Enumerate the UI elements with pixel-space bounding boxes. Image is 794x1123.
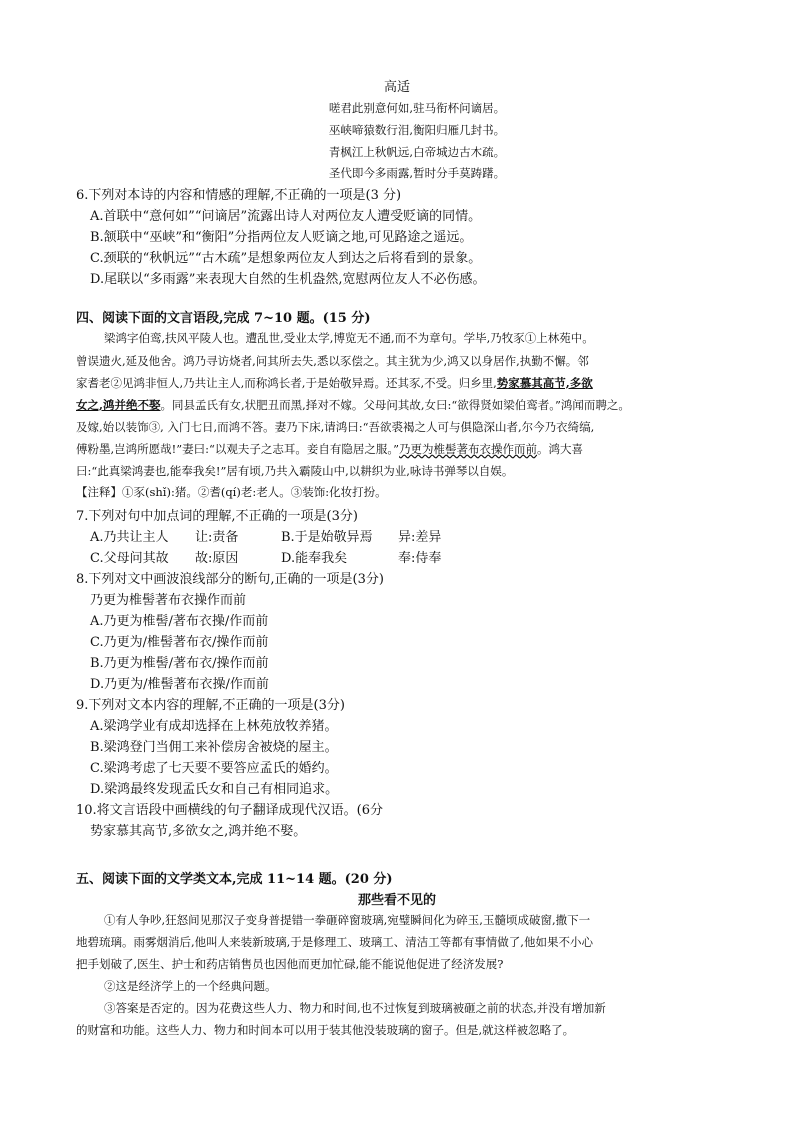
q10-sentence: 势家慕其高节,多欲女之,鸿并绝不娶。 — [90, 824, 307, 839]
q7-option-a — [90, 526, 169, 545]
q7-option-d-gloss: 奉:侍奉 — [398, 551, 442, 566]
q7-option-d: D.能奉我矣 — [281, 551, 348, 566]
poem-line: 圣代即今多雨露,暂时分手莫踌躇。 — [328, 166, 506, 180]
article-line: ②这是经济学上的一个经典问题。 — [104, 979, 277, 993]
poem-line: 青枫江上秋帆远,白帝城边古木疏。 — [328, 145, 506, 159]
q8-option: D.乃更为/椎髻著布衣操/作而前 — [90, 677, 269, 692]
underlined-sentence: 女之,鸿并绝不娶 — [76, 398, 161, 412]
article-line: 的财富和功能。这些人力、物力和时间本可以用于装其他没装玻璃的窗子。但是,就这样被忽略了。 — [76, 1023, 575, 1037]
passage-text: 。同县孟氏有女,状肥丑而黑,择对不嫁。父母问其故,女曰:“欲得贤如梁伯鸾者。”鸿闻而聘之。 — [160, 398, 630, 412]
article-title: 那些看不见的 — [357, 893, 436, 908]
q6-option-c: C.颈联的“秋帆远”“古木疏”是想象两位友人到达之后将看到的景象。 — [90, 251, 482, 266]
passage-text: 傅粉墨,岂鸿所愿哉!”妻曰:“以观夫子之志耳。妾自有隐居之服。” — [76, 442, 400, 456]
poem-line: 嗟君此别意何如,驻马衔杯问谪居。 — [328, 101, 506, 115]
q7-option-b: B.于是始敬异焉 — [281, 530, 373, 545]
q7-option-c-gloss: 故:原因 — [195, 551, 239, 566]
q8-option: C.乃更为/椎髻著布衣/操作而前 — [90, 635, 269, 650]
passage-text: 。鸿大喜 — [537, 442, 584, 456]
q7-option-c: C.父母问其故 — [90, 551, 169, 566]
passage-line — [76, 397, 630, 413]
passage-line: 曾误遗火,延及他舍。鸿乃寻访烧者,问其所去失,悉以豕偿之。其主犹为少,鸿又以身居作,执勤不懈。邻 — [76, 354, 589, 368]
q8-quote: 乃更为椎髻著布衣操作而前 — [90, 593, 247, 608]
wavy-underlined-sentence: 乃更为椎髻著布衣操作而前 — [399, 442, 538, 456]
notes: 【注释】①豕(shǐ):猪。②耆(qí)老:老人。③装饰:化妆打扮。 — [76, 485, 387, 499]
passage-line — [76, 441, 583, 457]
section4-heading: 四、阅读下面的文言语段,完成 7~10 题。(15 分) — [76, 311, 371, 326]
q8-option: A.乃更为椎髻/著布衣操/作而前 — [90, 614, 269, 629]
q9-option-b: B.梁鸿登门当佣工来补偿房舍被烧的屋主。 — [90, 740, 338, 755]
q6-option-a: A.首联中“意何如”“问谪居”流露出诗人对两位友人遭受贬谪的同情。 — [90, 209, 482, 224]
q9-option-c: C.梁鸿考虑了七天要不要答应孟氏的婚约。 — [90, 761, 338, 776]
q6-stem: 6.下列对本诗的内容和情感的理解,不正确的一项是(3 分) — [76, 188, 402, 203]
article-line: 把手划破了,医生、护士和药店销售员也因他而更加忙碌,能不能说他促进了经济发展? — [76, 957, 504, 971]
article-line: 地碧琉璃。雨雾烟消后,他叫人来装新玻璃,于是修理工、玻璃工、清洁工等都有事情做了,他如果不小心 — [76, 935, 593, 949]
passage-line: 梁鸿字伯鸾,扶风平陵人也。遭乱世,受业太学,博览无不通,而不为章句。学毕,乃牧豕①上林苑中。 — [104, 331, 594, 345]
q7-option-a-gloss: 让:责备 — [195, 530, 239, 545]
passage-line — [76, 375, 593, 391]
underlined-sentence: 势家慕其高节,多欲 — [496, 376, 593, 390]
q7-stem: 7.下列对句中加点词的理解,不正确的一项是(3分) — [76, 509, 358, 524]
q9-stem: 9.下列对文本内容的理解,不正确的一项是(3分) — [76, 698, 345, 713]
poem-line: 巫峡啼猿数行泪,衡阳归雁几封书。 — [328, 123, 506, 137]
q7-option-sentence: A.乃共让主人 — [90, 530, 169, 545]
section5-heading: 五、阅读下面的文学类文本,完成 11~14 题。(20 分) — [76, 872, 393, 887]
q8-option: B.乃更为椎髻/著布衣/操作而前 — [90, 656, 269, 671]
passage-line: 曰:“此真梁鸿妻也,能奉我矣!”居有顷,乃共入霸陵山中,以耕织为业,咏诗书弹琴以自娱。 — [76, 464, 514, 478]
article-line: ③答案是否定的。因为花费这些人力、物力和时间,也不过恢复到玻璃被砸之前的状态,并没有增加新 — [104, 1001, 606, 1015]
q9-option-a: A.梁鸿学业有成却选择在上林苑放牧养猪。 — [90, 719, 338, 734]
q7-option-b-gloss: 异:差异 — [398, 530, 442, 545]
q9-option-d: D.梁鸿最终发现孟氏女和自己有相同追求。 — [90, 782, 339, 797]
passage-text: 家耆老②见鸿非恒人,乃共让主人,而称鸿长者,于是始敬异焉。还其豕,不受。归乡里, — [76, 376, 497, 390]
q6-option-d: D.尾联以“多雨露”来表现大自然的生机盎然,宽慰两位友人不必伤感。 — [90, 272, 486, 287]
q6-option-b: B.颔联中“巫峡”和“衡阳”分指两位友人贬谪之地,可见路途之遥远。 — [90, 230, 473, 245]
poem-author: 高适 — [383, 80, 410, 95]
passage-line: 及嫁,始以装饰③, 入门七日,而鸿不答。妻乃下床,请鸿曰:“吾欲裘褐之人可与俱隐深山者,尔今乃衣绮缟, — [76, 420, 595, 434]
article-line: ①有人争吵,狂怒间见那汉子变身普提错一拳砸碎窗玻璃,宛璧瞬间化为碎玉,玉髓顷成破窗,撒下一 — [104, 913, 591, 927]
q10-stem: 10.将文言语段中画横线的句子翻译成现代汉语。(6分 — [76, 803, 384, 818]
q8-stem: 8.下列对文中画波浪线部分的断句,正确的一项是(3分) — [76, 572, 384, 587]
